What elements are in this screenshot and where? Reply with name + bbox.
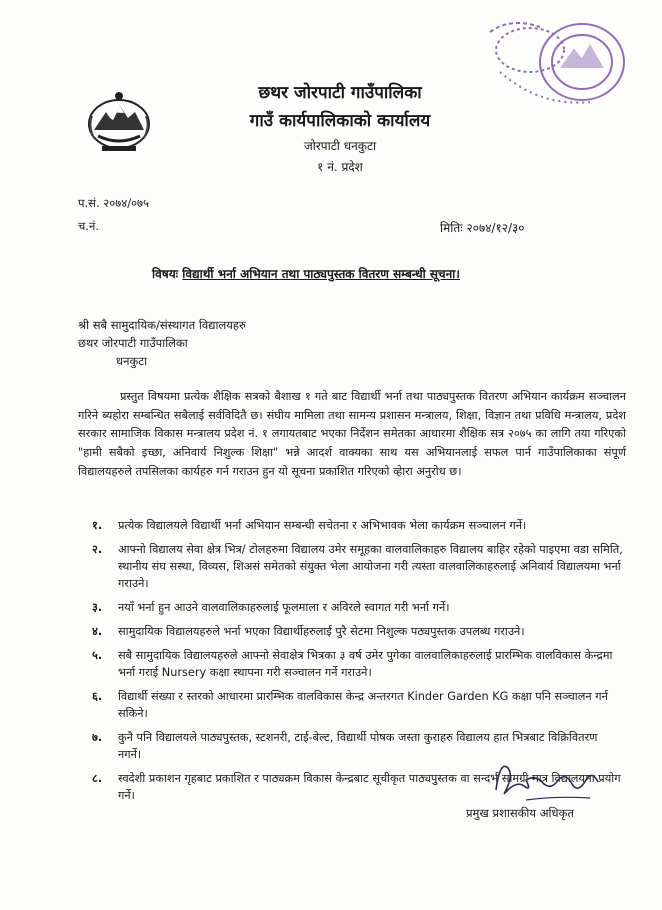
list-item-text: स्वदेशी प्रकाशन गृहबाट प्रकाशित र पाठ्यक्रम विकास केन्द्रबाट सूचीकृत पाठ्यपुस्तक वा सन्दर्भ सामग्री मात्र विद्यालयमा प्रयोग गर्ने। bbox=[118, 772, 621, 802]
dispatch-number: च.नं. bbox=[78, 219, 99, 233]
list-item-text: प्रत्येक विद्यालयले विद्यार्थी भर्ना अभियान सम्बन्धी सचेतना र अभिभावक भेला कार्यक्रम सञ्चालन गर्ने। bbox=[118, 519, 527, 532]
list-item bbox=[92, 541, 624, 592]
list-item-number: ५. bbox=[92, 649, 103, 662]
handwritten-signature bbox=[486, 750, 606, 810]
province: १ नं. प्रदेश bbox=[317, 160, 363, 174]
list-item-number: ३. bbox=[92, 601, 103, 614]
letter-number: प.सं. २०७४/०७५ bbox=[78, 196, 150, 210]
office-stamp bbox=[470, 12, 640, 122]
nepal-emblem-logo bbox=[80, 86, 158, 156]
list-item-number: ४. bbox=[92, 625, 103, 638]
list-item-text: सामुदायिक विद्यालयहरुले भर्ना भएका विद्यार्थीहरुलाई पुरै सेटमा निशुल्क पठ्यपुस्तक उपलब्ध गराउने। bbox=[118, 625, 525, 638]
list-item-number: १. bbox=[92, 519, 103, 532]
municipality-name: छथर जोरपाटी गाउँपालिका bbox=[258, 83, 422, 103]
addressee-line-3: धनकुटा bbox=[116, 354, 148, 368]
list-item-number: २. bbox=[92, 543, 103, 556]
list-item-number: ६. bbox=[92, 690, 103, 703]
body-paragraph: प्रस्तुत विषयमा प्रत्येक शैक्षिक सत्रको बैशाख १ गते बाट विद्यार्थी भर्ना तथा पाठ्यपुस्तक वितरण अभियान कार्यक्रम सञ्चालन गरिने ब्यहोरा सम्बन्धित सबैलाई सर्वविदितै छ। संघीय मामिला तथा सामन्य प्रशासन मन्त्रालय, शिक्षा, विज्ञान तथा प्रविधि मन्त्रालय, प्रदेश सरकार सामाजिक विकास मन्त्रालय प्रदेश नं. १ लगायतबाट भएका निर्देशन समेतका आधारमा शैक्षिक सत्र २०७५ का लागि तया गरिएको "हामी सबैको इच्छा, अनिवार्य निशुल्क शिक्षा" भन्ने आदर्श वाक्यका साथ यस अभियानलाई सफल पार्न गाउँपालिकाका संपूर्ण विद्यालयहरुले तपसिलका कार्यहरु गर्न गराउन हुन यो सूचना प्रकाशित गरिएको व्हेारा अनुरोध छ। bbox=[78, 390, 626, 478]
list-item-text: विद्यार्थी संख्या र स्तरको आधारमा प्रारम्भिक वालविकास केन्द्र अन्तरगत Kinder Garden KG कक्षा पनि सञ्चालन गर्न सकिने। bbox=[118, 690, 608, 720]
office-location: जोरपाटी धनकुटा bbox=[303, 139, 377, 153]
list-item-text: आफ्नो विद्यालय सेवा क्षेत्र भित्र/ टोलहरुमा विद्यालय उमेर समूहका वालवालिकाहरु विद्यालय बाहिर रहेको पाइएमा वडा समिति, स्थानीय संघ सस्था, विव्यस, शिअसं समेतको संयुक्त भेला आयोजना गरी त्यस्ता वालवालिकाहरुलाई अनिवार्य विद्यालयमा भर्ना गराउने। bbox=[118, 543, 623, 590]
list-item-text: कुनै पनि विद्यालयले पाठ्यपुस्तक, स्टशनरी, टाई-बेल्ट, विद्यार्थी पोषक जस्ता कुराहरु विद्यालय हात भित्रबाट विक्रिवितरण नगर्ने। bbox=[118, 731, 598, 761]
letter-date: मितिः २०७४/१२/३० bbox=[440, 221, 525, 235]
list-item-text: नयाँ भर्ना हुन आउने वालवालिकाहरुलाई फूलमाला र अविरले स्वागत गरी भर्ना गर्ने। bbox=[118, 601, 450, 614]
office-name: गाउँ कार्यपालिकाको कार्यालय bbox=[249, 111, 431, 131]
subject-text: विद्यार्थी भर्ना अभियान तथा पाठ्यपुस्तक वितरण सम्बन्धी सूचना। bbox=[182, 267, 460, 281]
list-item bbox=[92, 688, 624, 722]
subject-label: विषयः bbox=[152, 267, 179, 281]
list-item bbox=[92, 517, 624, 534]
list-item bbox=[92, 623, 624, 640]
subject-line bbox=[152, 265, 460, 282]
signatory-designation: प्रमुख प्रशासकीय अधिकृत bbox=[466, 806, 574, 820]
list-item bbox=[92, 647, 624, 681]
addressee-line-2: छथर जोरपाटी गाउँपालिका bbox=[78, 336, 188, 350]
list-item-text: सबै सामुदायिक विद्यालयहरुले आफ्नो सेवाक्षेत्र भित्रका ३ वर्ष उमेर पुगेका वालवालिकाहरुलाई प्रारम्भिक वालविकास केन्द्रमा भर्ना गराई Nursery कक्षा स्थापना गरी सञ्चालन गर्ने गराउने। bbox=[118, 649, 613, 679]
list-item-number: ७. bbox=[92, 731, 103, 744]
addressee-line-1: श्री सबै सामुदायिक/संस्थागत विद्यालयहरु bbox=[78, 318, 246, 332]
list-item bbox=[92, 599, 624, 616]
list-item-number: ८. bbox=[92, 772, 103, 785]
